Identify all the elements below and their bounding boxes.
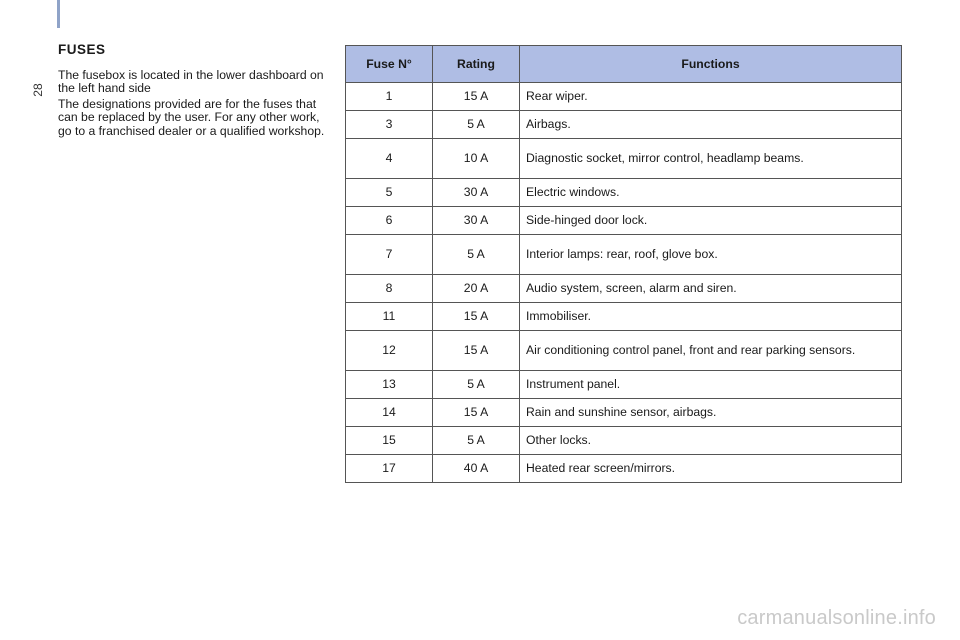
fuse-number-cell: 13 xyxy=(346,371,433,399)
rating-cell: 15 A xyxy=(433,83,520,111)
function-cell: Diagnostic socket, mirror control, headlamp beams. xyxy=(520,139,902,179)
fuse-table xyxy=(345,45,902,483)
table-row xyxy=(346,427,902,455)
rating-cell: 5 A xyxy=(433,235,520,275)
fuse-number-cell: 11 xyxy=(346,303,433,331)
margin-bar xyxy=(57,0,60,28)
table-row xyxy=(346,455,902,483)
rating-cell: 10 A xyxy=(433,139,520,179)
intro-paragraph-designations: The designations provided are for the fuses that can be replaced by the user. For any other work, go to a franchised dealer or a qualified workshop. xyxy=(58,97,325,138)
table-header-row xyxy=(346,46,902,83)
rating-cell: 30 A xyxy=(433,207,520,235)
fuse-number-cell: 8 xyxy=(346,275,433,303)
fuse-number-cell: 1 xyxy=(346,83,433,111)
rating-cell: 5 A xyxy=(433,111,520,139)
function-cell: Air conditioning control panel, front and rear parking sensors. xyxy=(520,331,902,371)
fuse-number-cell: 5 xyxy=(346,179,433,207)
function-cell: Interior lamps: rear, roof, glove box. xyxy=(520,235,902,275)
rating-cell: 15 A xyxy=(433,331,520,371)
function-cell: Audio system, screen, alarm and siren. xyxy=(520,275,902,303)
table-row xyxy=(346,371,902,399)
function-cell: Other locks. xyxy=(520,427,902,455)
table-row xyxy=(346,207,902,235)
table-row xyxy=(346,399,902,427)
table-row xyxy=(346,331,902,371)
function-cell: Heated rear screen/mirrors. xyxy=(520,455,902,483)
section-title: FUSES xyxy=(58,42,106,57)
function-cell: Rear wiper. xyxy=(520,83,902,111)
header-fuse-number: Fuse N° xyxy=(346,46,433,83)
intro-paragraph-location: The fusebox is located in the lower dashboard on the left hand side xyxy=(58,68,324,96)
rating-cell: 30 A xyxy=(433,179,520,207)
page-number: 28 xyxy=(31,83,45,97)
fuse-number-cell: 4 xyxy=(346,139,433,179)
fuse-number-cell: 6 xyxy=(346,207,433,235)
fuse-number-cell: 15 xyxy=(346,427,433,455)
function-cell: Instrument panel. xyxy=(520,371,902,399)
function-cell: Airbags. xyxy=(520,111,902,139)
table-row xyxy=(346,139,902,179)
table-row xyxy=(346,111,902,139)
rating-cell: 5 A xyxy=(433,427,520,455)
table-row xyxy=(346,83,902,111)
rating-cell: 5 A xyxy=(433,371,520,399)
watermark: carmanualsonline.info xyxy=(737,607,936,629)
rating-cell: 15 A xyxy=(433,303,520,331)
table-row xyxy=(346,235,902,275)
function-cell: Electric windows. xyxy=(520,179,902,207)
function-cell: Side-hinged door lock. xyxy=(520,207,902,235)
table-row xyxy=(346,179,902,207)
fuse-number-cell: 7 xyxy=(346,235,433,275)
function-cell: Immobiliser. xyxy=(520,303,902,331)
fuse-number-cell: 12 xyxy=(346,331,433,371)
fuse-number-cell: 17 xyxy=(346,455,433,483)
function-cell: Rain and sunshine sensor, airbags. xyxy=(520,399,902,427)
header-rating: Rating xyxy=(433,46,520,83)
rating-cell: 40 A xyxy=(433,455,520,483)
rating-cell: 20 A xyxy=(433,275,520,303)
fuse-number-cell: 3 xyxy=(346,111,433,139)
table-row xyxy=(346,275,902,303)
fuse-number-cell: 14 xyxy=(346,399,433,427)
table-row xyxy=(346,303,902,331)
header-functions: Functions xyxy=(520,46,902,83)
rating-cell: 15 A xyxy=(433,399,520,427)
